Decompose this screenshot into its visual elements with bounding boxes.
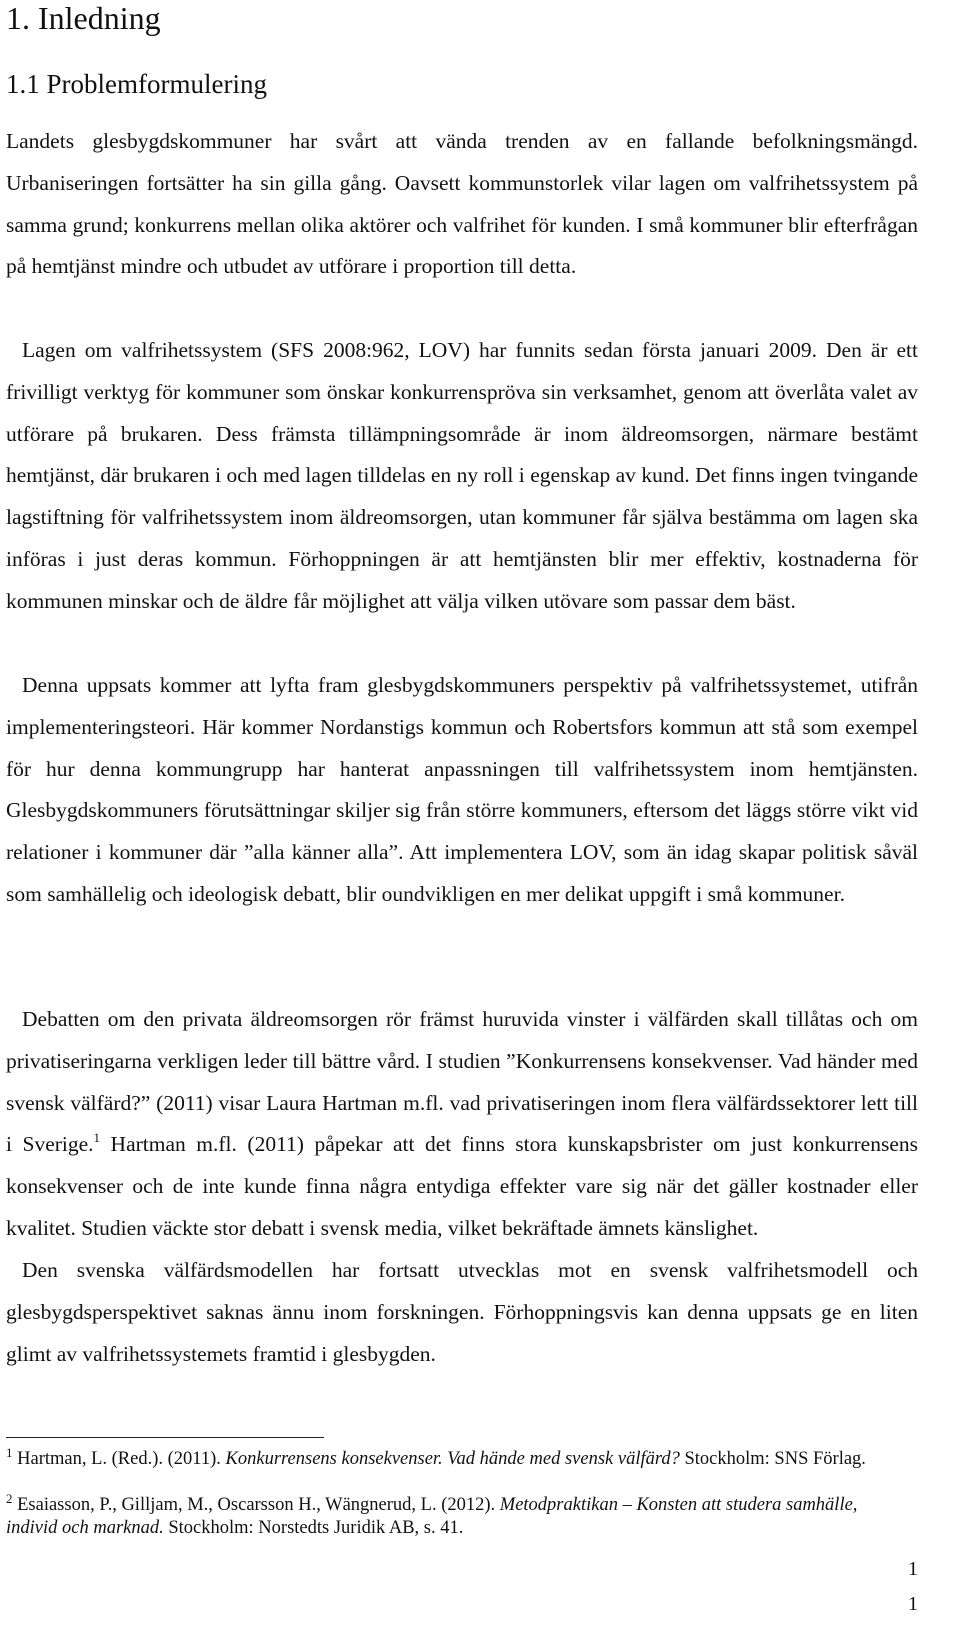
paragraph-2 (6, 330, 918, 623)
paragraph-4-text: Debatten om den privata äldreomsorgen rör främst huruvida vinster i välfärden skall tillåtas och om privatiseringarna verkligen leder till bättre vård. I studien ”Konkurrensens konsekvenser. Vad händer med svensk välfärd?” (2011) visar Laura Hartman m.fl. vad privatiseringen inom flera välfärdssektorer lett till i Sverige. (6, 1007, 918, 1157)
page-number-repeat: 1 (908, 1593, 918, 1615)
chapter-heading: 1. Inledning (6, 0, 161, 36)
paragraph-5 (6, 1250, 918, 1375)
footnote-text: Stockholm: SNS Förlag. (679, 1449, 866, 1469)
footnote-number: 1 (6, 1445, 13, 1460)
paragraph-4-text-cont: Hartman m.fl. (2011) påpekar att det finns stora kunskapsbrister om just konkurrensens konsekvenser och de inte kunde finna några entydiga effekter vare sig när det gäller kostnader eller kvalitet. Studien väckte stor debatt i svensk media, vilket bekräftade ämnets känslighet. (6, 1132, 919, 1240)
footnote-ref-1[interactable]: 1 (93, 1130, 101, 1146)
footnote-number: 2 (6, 1491, 13, 1506)
paragraph-3-text: Denna uppsats kommer att lyfta fram glesbygdskommuners perspektiv på valfrihetssystemet, utifrån implementeringsteori. Här kommer Nordanstigs kommun och Robertsfors kommun att stå som exempel för hur denna kommungrupp har hanterat anpassningen till valfrihetssystem inom hemtjänsten. Glesbygdskommuners förutsättningar skiljer sig från större kommuners, eftersom det läggs större vikt vid relationer i kommuner där ”alla känner alla”. Att implementera LOV, som än idag skapar politisk såväl som samhällelig och ideologisk debatt, blir oundvikligen en mer delikat uppgift i små kommuner. (6, 673, 918, 906)
footnote-1 (6, 1445, 906, 1471)
footnote-text: Hartman, L. (Red.). (2011). (12, 1449, 226, 1469)
footnote-separator (6, 1437, 324, 1438)
paragraph-5-text: Den svenska välfärdsmodellen har fortsatt utvecklas mot en svensk valfrihetsmodell och glesbygdsperspektivet saknas ännu inom forskningen. Förhoppningsvis kan denna uppsats ge en liten glimt av valfrihetssystemets framtid i glesbygden. (6, 1258, 918, 1366)
footnote-title: Metodpraktikan – Konsten att studera samhälle, individ och marknad. (6, 1495, 858, 1538)
section-heading: 1.1 Problemformulering (6, 69, 267, 99)
footnote-text: Stockholm: Norstedts Juridik AB, s. 41. (163, 1518, 464, 1538)
paragraph-1: Landets glesbygdskommuner har svårt att vända trenden av en fallande befolkningsmängd. Urbaniseringen fortsätter ha sin gilla gång. Oavsett kommunstorlek vilar lagen om valfrihetssystem på samma grund; konkurrens mellan olika aktörer och valfrihet för kunden. I små kommuner blir efterfrågan på hemtjänst mindre och utbudet av utförare i proportion till detta. (6, 129, 918, 279)
footnote-2 (6, 1491, 906, 1540)
paragraph-2-text: Lagen om valfrihetssystem (SFS 2008:962, LOV) har funnits sedan första januari 2009. Den är ett frivilligt verktyg för kommuner som önskar konkurrenspröva sin verksamhet, genom att överlåta valet av utförare på brukaren. Dess främsta tillämpningsområde är inom äldreomsorgen, närmare bestämt hemtjänst, där brukaren i och med lagen tilldelas en ny roll i egenskap av kund. Det finns ingen tvingande lagstiftning för valfrihetssystem inom äldreomsorgen, utan kommuner får själva bestämma om lagen ska införas i just deras kommun. Förhoppningen är att hemtjänsten blir mer effektiv, kostnaderna för kommunen minskar och de äldre får möjlighet att välja vilken utövare som passar dem bäst. (6, 338, 918, 613)
footnote-title: Konkurrensens konsekvenser. Vad hände med svensk välfärd? (225, 1449, 680, 1469)
page-number: 1 (908, 1558, 918, 1580)
paragraph-3 (6, 665, 918, 916)
paragraph-4 (6, 999, 918, 1250)
footnote-text: Esaiasson, P., Gilljam, M., Oscarsson H., Wängnerud, L. (2012). (12, 1495, 500, 1515)
